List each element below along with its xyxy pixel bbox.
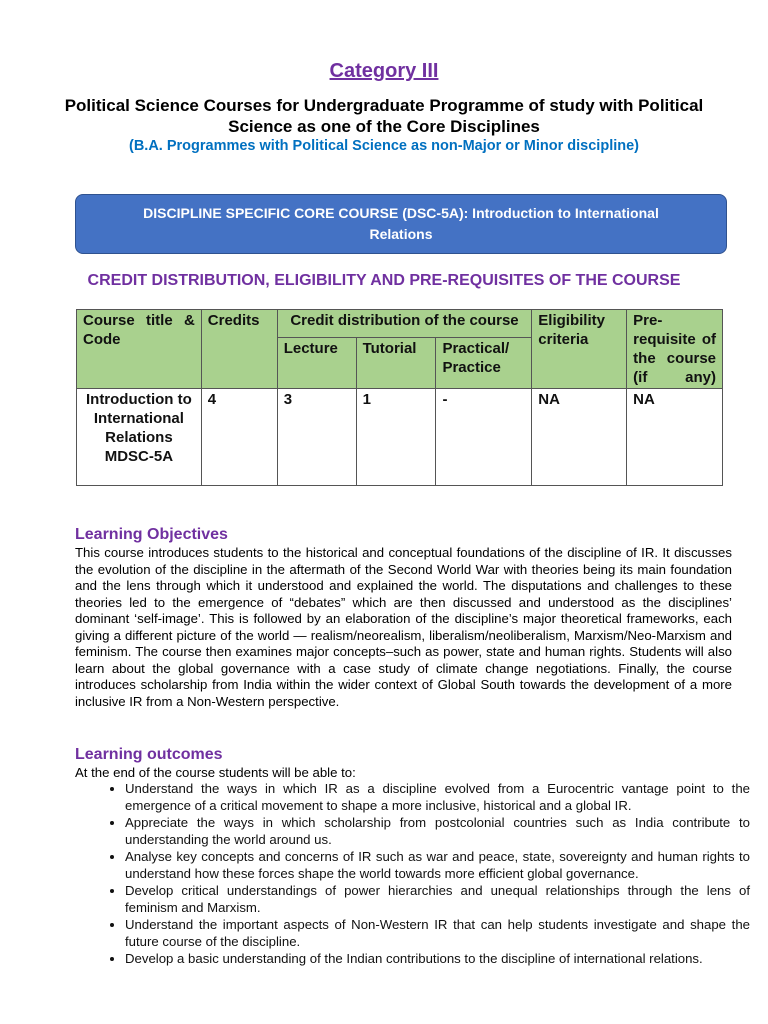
- dsc-course-banner-text: DISCIPLINE SPECIFIC CORE COURSE (DSC-5A): Introduction to International Relations: [143, 205, 659, 242]
- sub-title: (B.A. Programmes with Political Science as non-Major or Minor discipline): [128, 138, 639, 154]
- table-header-row: [77, 310, 723, 338]
- main-title: Political Science Courses for Undergraduate Programme of study with Political Science as one of the Core Disciplines: [64, 96, 704, 136]
- learning-outcomes-intro: At the end of the course students will be able to:: [75, 765, 356, 780]
- learning-objectives-heading: Learning Objectives: [75, 526, 228, 543]
- cell-prerequisite: NA: [627, 389, 723, 486]
- list-item: • Appreciate the ways in which scholarship from postcolonial countries such as India contribute to understanding the world around us.: [125, 815, 750, 848]
- header-course-title: Course title & Code: [77, 310, 202, 389]
- cell-course-title: Introduction to International Relations MDSC-5A: [77, 389, 202, 486]
- list-item: • Develop a basic understanding of the Indian contributions to the discipline of international relations.: [125, 951, 750, 968]
- list-item: • Understand the important aspects of Non-Western IR that can help students investigate and shape the future course of the discipline.: [125, 917, 750, 950]
- header-eligibility: Eligibility criteria: [532, 310, 627, 389]
- header-credits: Credits: [201, 310, 277, 389]
- cell-practical: -: [436, 389, 532, 486]
- list-item: • Develop critical understandings of power hierarchies and unequal relationships through the lens of feminism and Marxism.: [125, 883, 750, 916]
- category-heading: Category III: [329, 60, 439, 82]
- learning-objectives-text: This course introduces students to the historical and conceptual foundations of the discipline of IR. It discusses the evolution of the discipline in the aftermath of the Second World War with theories being its main foundation and the lens through which it understood and explained the world. The disputations and challenges to these theories led to the emergence of “debates” which are then discussed and understood as the disciplines’ dominant ‘self-image’. This is followed by an elaboration of the discipline’s major theoretical frameworks, each giving a different picture of the world — realism/neorealism, liberalism/neoliberalism, Marxism/Neo-Marxism and feminism. The course then examines major concepts–such as power, state and human rights. Students will also learn about the global governance with a case study of climate change negotiations. Finally, the course introduces scholarship from India within the wider context of Global South towards the development of a more inclusive IR from a Non-Western perspective.: [75, 545, 732, 709]
- cell-eligibility: NA: [532, 389, 627, 486]
- list-item: • Analyse key concepts and concerns of IR such as war and peace, state, sovereignty and human rights to understand how these forces shape the world towards more efficient global governance.: [125, 849, 750, 882]
- dsc-course-banner: [75, 194, 727, 254]
- header-tutorial: Tutorial: [356, 337, 436, 388]
- credit-distribution-heading: CREDIT DISTRIBUTION, ELIGIBILITY AND PRE-REQUISITES OF THE COURSE: [87, 272, 681, 289]
- learning-outcomes-heading: Learning outcomes: [75, 746, 223, 763]
- cell-tutorial: 1: [356, 389, 436, 486]
- list-item: • Understand the ways in which IR as a discipline evolved from a Eurocentric vantage point to the emergence of a critical movement to shape a more inclusive, historical and a global IR.: [125, 781, 750, 814]
- learning-outcomes-list: [75, 781, 750, 969]
- table-row: [77, 389, 723, 486]
- header-lecture: Lecture: [277, 337, 356, 388]
- credit-distribution-table: [76, 309, 723, 486]
- header-prerequisite: Pre-requisite of the course (if any): [627, 310, 723, 389]
- header-practical: Practical/ Practice: [436, 337, 532, 388]
- cell-lecture: 3: [277, 389, 356, 486]
- cell-credits: 4: [201, 389, 277, 486]
- header-credit-distribution: Credit distribution of the course: [277, 310, 532, 338]
